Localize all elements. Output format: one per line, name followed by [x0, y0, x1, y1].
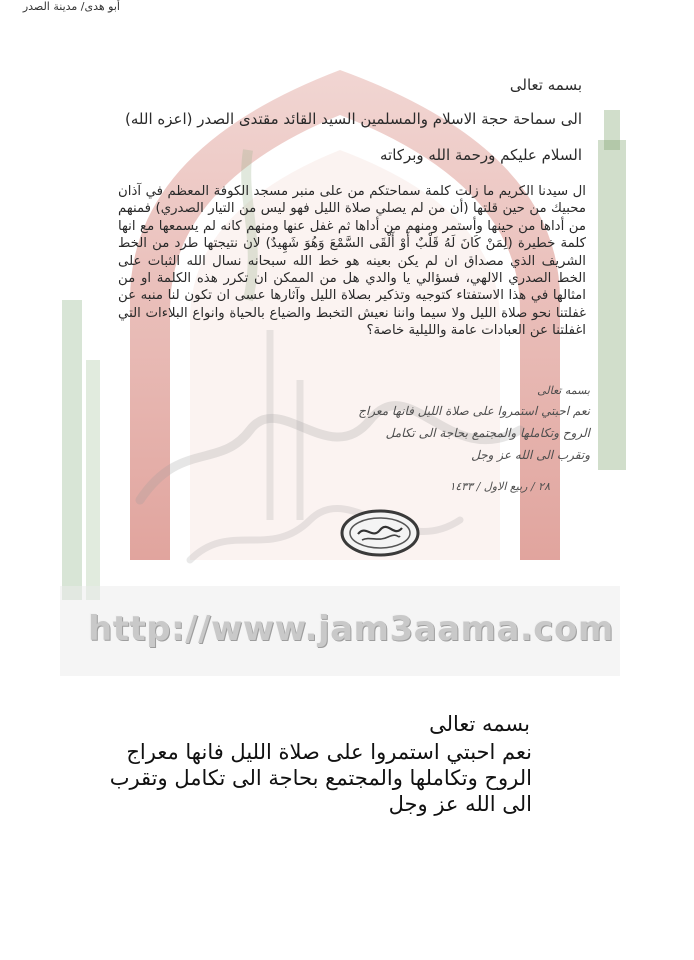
- reply-line: الروح وتكاملها والمجتمع بحاجة الى تكامل وتقرب: [109, 766, 532, 790]
- seal-stamp: [338, 506, 422, 560]
- letter-heading: بسمه تعالى: [509, 76, 582, 94]
- letter-address: الى سماحة حجة الاسلام والمسلمين السيد القائد مقتدى الصدر (اعزه الله): [125, 110, 582, 128]
- handwritten-line: بسمه تعالى: [537, 384, 590, 397]
- handwritten-reply: [290, 384, 590, 544]
- reply-line: الى الله عز وجل: [388, 792, 532, 816]
- handwritten-line: الروح وتكاملها والمجتمع بحاجة الى تكامل: [385, 426, 590, 440]
- letter-signature: أبو هدى/ مدينة الصدر: [22, 0, 120, 13]
- watermark-url: http://www.jam3aama.com: [88, 609, 614, 649]
- letter-greeting: السلام عليكم ورحمة الله وبركاته: [380, 146, 582, 164]
- reply-line: نعم احبتي استمروا على صلاة الليل فانها معراج: [126, 740, 532, 764]
- handwritten-line: وتقرب الى الله عز وجل: [471, 448, 590, 462]
- letter-body: ال سيدنا الكريم ما زلت كلمة سماحتكم من على منبر مسجد الكوفة المعظم في آذان محبيك من حين قلتها (أن من لم يصلي صلاة الليل فهو ليس من التيار الصدري) فمنهم من أداها من حينها وأستمر ومنهم من أداها ثم غفل عنها ومنهم كانه لم يسمعها مع انها كلمة خطيرة (لِمَنْ كَانَ لَهُ قَلْبٌ أَوْ أَلْقَى السَّمْعَ وَهُوَ شَهِيدٌ) لان نتيجتها طرد من الخط الشريف الذي مصداق ان لم يكن بعينه هو خط الله سبحانه نسال الله الثبات على الخط الصدري الالهي، فسؤالي يا والدي هل من الممكن ان تكرر هذه الكلمة او من امثالها في هذا الاستفتاء كتوجيه وتذكير بصلاة الليل وآثارها عسى ان تكون لنا منبه عن غفلتنا نحو صلاة الليل ولا سيما واننا نعيش التخبط والضياع بالحياة وانواع البلاءات التي اغفلتنا عن العبادات عامة والليلية خاصة؟: [118, 184, 586, 339]
- reply-heading: بسمه تعالى: [429, 712, 530, 736]
- handwritten-date: ٢٨ / ربيع الاول / ١٤٣٣: [449, 480, 550, 493]
- handwritten-line: نعم احبتي استمروا على صلاة الليل فانها معراج: [358, 404, 590, 418]
